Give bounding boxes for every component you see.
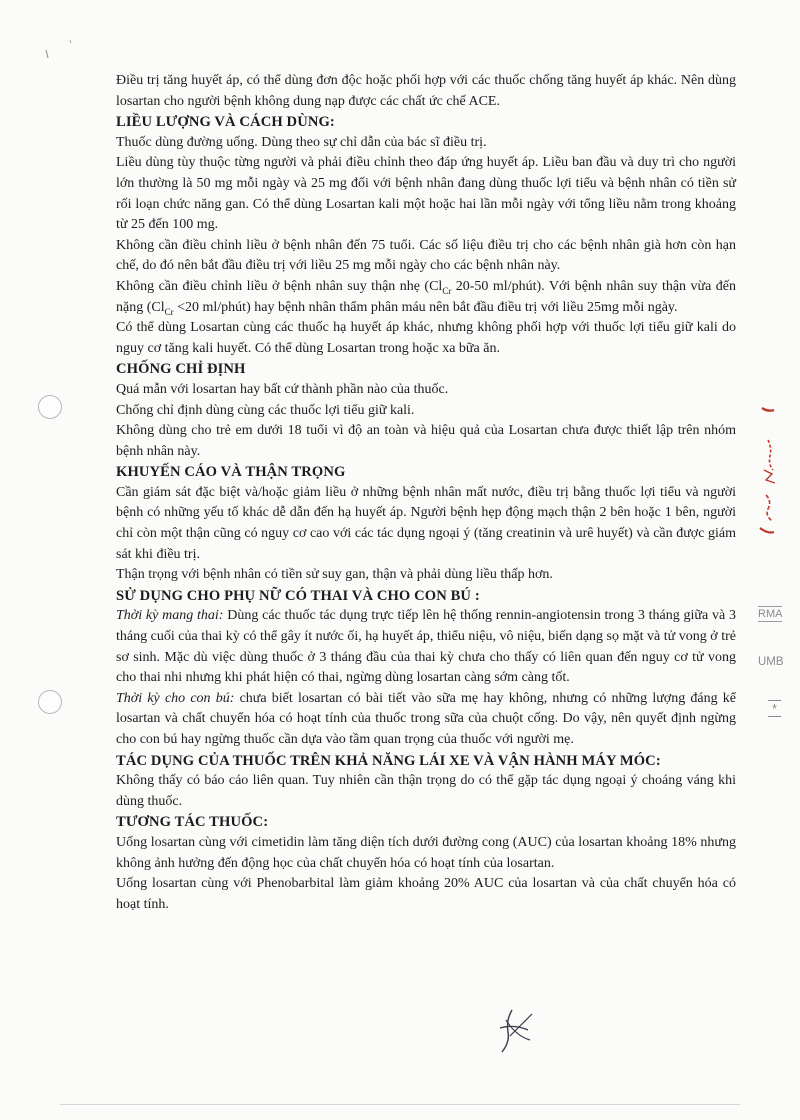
paragraph-with-italic-lead [116,606,736,688]
paragraph-text: Dùng các thuốc tác dụng trực tiếp lên hệ thống rennin-angiotensin trong 3 tháng giữa và 3 tháng cuối của thai kỳ có thể gây ít nước ối, hạ huyết áp, thiểu niệu, vô niệu, biến dạng sọ mặt và tử vong ở trẻ sơ sinh. Mặc dù việc dùng thuốc ở 3 tháng đầu của thai kỳ chưa cho thấy có liên quan đến nguy cơ tử vong cho thai nhi nhưng khi phát hiện có thai, ngừng dùng losartan càng sớm càng tốt. [116,608,736,686]
page-bottom-rule [60,1104,740,1105]
paragraph: Liều dùng tùy thuộc từng người và phải điều chỉnh theo đáp ứng huyết áp. Liều ban đầu và duy trì cho người lớn thường là 50 mg mỗi ngày và 25 mg đối với bệnh nhân đang dùng thuốc lợi tiểu và bệnh nhân có tiền sử rối loạn chức năng gan. Có thể dùng Losartan kali một hoặc hai lần mỗi ngày với tổng liều nằm trong khoảng từ 25 đến 100 mg. [116,155,736,233]
paragraph: Có thể dùng Losartan cùng các thuốc hạ huyết áp khác, nhưng không phối hợp với thuốc lợi tiểu giữ kali do nguy cơ tăng kali huyết. Có thể dùng Losartan trong hoặc xa bữa ăn. [116,320,736,356]
scan-speck-mark [40,36,80,66]
paragraph-with-italic-lead [116,689,736,751]
punch-hole-top [38,395,62,419]
red-seal-stamp [752,400,792,550]
section-heading: SỬ DỤNG CHO PHỤ NỮ CÓ THAI VÀ CHO CON BÚ : [116,587,480,604]
subscript-cr: Cr [442,285,452,296]
section-heading: TƯƠNG TÁC THUỐC: [116,814,269,831]
paragraph: Uống losartan cùng với Phenobarbital làm giảm khoảng 20% AUC của losartan và của chất chuyển hóa có hoạt tính. [116,876,736,912]
paragraph-text: chưa biết losartan có bài tiết vào sữa mẹ hay không, nhưng có những lượng đáng kể losartan và chất chuyển hóa có hoạt tính của thuốc trong sữa của chuột cống. Do vậy, nên quyết định ngừng cho con bú hay ngừng thuốc cần dựa vào tầm quan trọng của thuốc với người mẹ. [116,690,736,747]
paragraph: Uống losartan cùng với cimetidin làm tăng diện tích dưới đường cong (AUC) của losartan khoảng 18% nhưng không ảnh hưởng đến động học của chất chuyển hóa có hoạt tính của losartan. [116,834,736,871]
paragraph: Cần giám sát đặc biệt và/hoặc giảm liều ở những bệnh nhân mất nước, điều trị bằng thuốc lợi tiểu và người bệnh có những yếu tố khác dễ dẫn đến hạ huyết áp. Người bệnh hẹp động mạch thận 2 bên hoặc 1 bên, người chỉ còn một thận cũng có nguy cơ cao với các tác dụng ngoại ý (tăng creatinin và urê huyết) và cần được giám sát khi điều trị. [116,484,736,562]
italic-lead: Thời kỳ mang thai: [116,608,224,624]
stamp-text-rma: RMA [758,608,783,620]
paragraph-text: Không cần điều chỉnh liều ở bệnh nhân suy thận nhẹ (Cl [116,278,443,294]
section-heading: KHUYẾN CÁO VÀ THẬN TRỌNG [116,464,346,481]
paragraph: Thuốc dùng đường uống. Dùng theo sự chỉ dẫn của bác sĩ điều trị. [116,134,487,150]
paragraph: Chống chỉ định dùng cùng các thuốc lợi tiểu giữ kali. [116,402,415,418]
italic-lead: Thời kỳ cho con bú: [116,690,235,706]
paragraph-text: 20-50 ml/phút). Với bệnh nhân suy thận vừa đến nặng (Cl [116,278,736,315]
paragraph-text: <20 ml/phút) hay bệnh nhân thẩm phân máu nên bắt đầu điều trị với liều 25mg mỗi ngày. [173,299,678,315]
paragraph: Quá mẫn với losartan hay bất cứ thành phần nào của thuốc. [116,381,449,397]
document-body [116,71,736,915]
punch-hole-bottom [38,690,62,714]
paragraph: Không dùng cho trẻ em dưới 18 tuổi vì độ an toàn và hiệu quả của Losartan chưa được thiết lập trên nhóm bệnh nhân này. [116,423,736,459]
paragraph-renal-dosage [116,277,736,318]
paragraph: Thận trọng với bệnh nhân có tiền sử suy gan, thận và phải dùng liều thấp hơn. [116,567,553,583]
paragraph: Điều trị tăng huyết áp, có thể dùng đơn độc hoặc phối hợp với các thuốc chống tăng huyết áp khác. Nên dùng losartan cho người bệnh không dung nạp được các chất ức chế ACE. [116,73,736,109]
paragraph: Không cần điều chỉnh liều ở bệnh nhân đến 75 tuổi. Các số liệu điều trị cho các bệnh nhân già hơn còn hạn chế, do đó nên bắt đầu điều trị với liều 25 mg mỗi ngày cho các bệnh nhân này. [116,237,736,274]
signature-mark [490,1006,550,1056]
stamp-star: * [768,700,781,717]
subscript-cr: Cr [164,306,174,317]
paragraph: Không thấy có báo cáo liên quan. Tuy nhiên cần thận trọng do có thể gặp tác dụng ngoại ý choáng váng khi dùng thuốc. [116,773,736,809]
section-heading: TÁC DỤNG CỦA THUỐC TRÊN KHẢ NĂNG LÁI XE VÀ VẬN HÀNH MÁY MÓC: [116,752,661,769]
section-heading: LIỀU LƯỢNG VÀ CÁCH DÙNG: [116,114,335,131]
section-heading: CHỐNG CHỈ ĐỊNH [116,361,246,378]
stamp-text-umb: UMB [758,656,784,668]
